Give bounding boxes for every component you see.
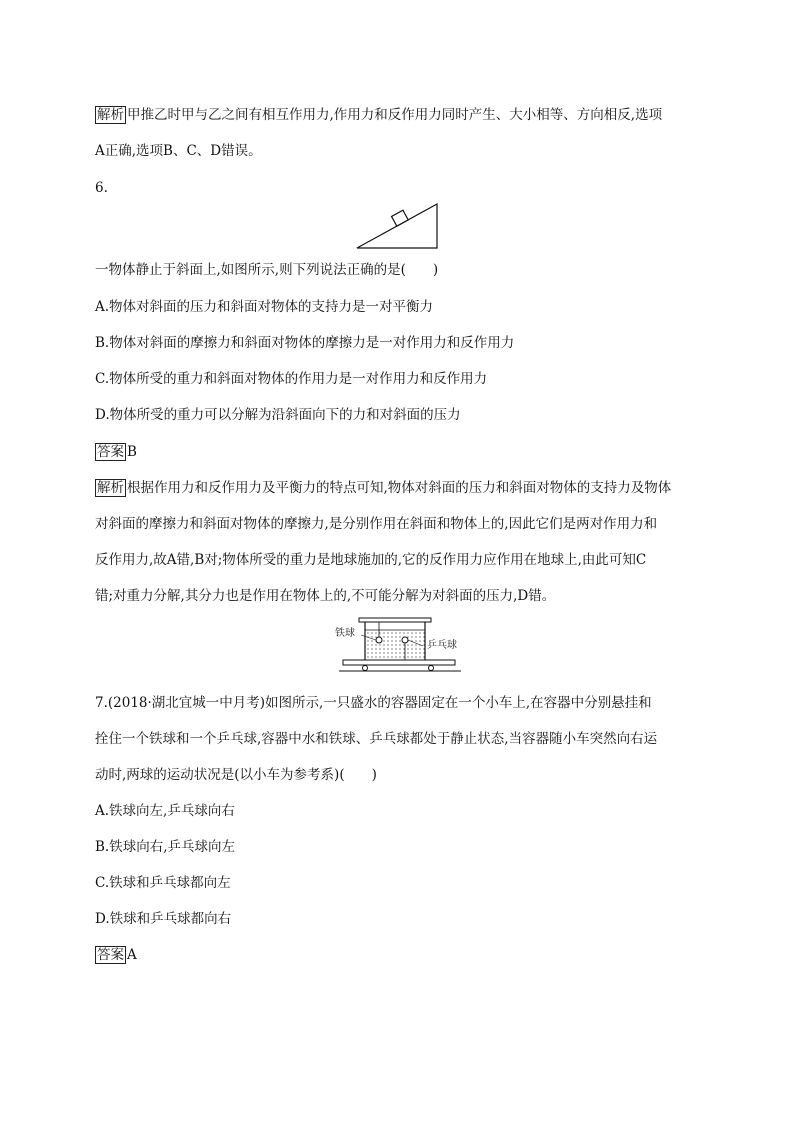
answer-label: 答案 [97,444,124,460]
analysis-label: 解析 [97,107,124,123]
q6-analysis-line-2: 对斜面的摩擦力和斜面对物体的摩擦力,是分别作用在斜面和物体上的,因此它们是两对作用力和 [95,516,658,532]
q7-option-a: A.铁球向左,乒乓球向右 [95,803,235,819]
q7-answer-value: A [127,947,137,963]
q6-analysis-line-3: 反作用力,故A错,B对;物体所受的重力是地球施加的,它的反作用力应作用在地球上,由此可知C [95,552,647,568]
cart-wheel-right [429,666,434,671]
q6-option-d: D.物体所受的重力可以分解为沿斜面向下的力和对斜面的压力 [95,407,461,423]
q6-option-a: A.物体对斜面的压力和斜面对物体的支持力是一对平衡力 [95,299,434,315]
q7-option-b: B.铁球向右,乒乓球向左 [95,839,236,855]
container-lid [359,618,431,622]
iron-ball [376,637,382,643]
water [365,630,425,660]
q6-analysis-text-1: 根据作用力和反作用力及平衡力的特点可知,物体对斜面的压力和斜面对物体的支持力及物体 [127,480,672,496]
q6-analysis-line-1 [95,479,671,497]
cart-base [343,660,455,665]
q6-analysis-line-4: 错;对重力分解,其分力也是作用在物体上的,不可能分解为对斜面的压力,D错。 [95,588,556,604]
q7-answer [95,946,137,964]
q5-analysis-line-1 [95,106,662,124]
q5-analysis-text-1: 甲推乙时甲与乙之间有相互作用力,作用力和反作用力同时产生、大小相等、方向相反,选项 [127,107,663,123]
answer-label: 答案 [97,947,124,963]
iron-ball-label: 铁球 [335,628,355,639]
q7-option-d: D.铁球和乒乓球都向右 [95,911,232,927]
q6-stem: 一物体静止于斜面上,如图所示,则下列说法正确的是( ) [95,262,439,278]
q6-answer-value: B [127,444,137,460]
q7-stem-line-2: 拴住一个铁球和一个乒乓球,容器中水和铁球、乒乓球都处于静止状态,当容器随小车突然向右运 [95,731,658,747]
pingpong-label: 乒乓球 [427,640,457,651]
cart-wheel-left [363,666,368,671]
q6-number: 6. [95,180,108,196]
pingpong-ball [402,637,408,643]
analysis-label: 解析 [97,480,124,496]
incline-figure [355,201,440,251]
q6-answer [95,443,137,461]
q7-stem-line-1: 7.(2018·湖北宜城一中月考)如图所示,一只盛水的容器固定在一个小车上,在容器中分别悬挂和 [95,695,652,711]
cart-container-figure [335,616,465,676]
q6-option-b: B.物体对斜面的摩擦力和斜面对物体的摩擦力是一对作用力和反作用力 [95,335,515,351]
q6-option-c: C.物体所受的重力和斜面对物体的作用力是一对作用力和反作用力 [95,371,488,387]
block-on-incline [392,210,409,226]
q7-option-c: C.铁球和乒乓球都向左 [95,875,231,891]
q5-analysis-line-2: A正确,选项B、C、D错误。 [95,143,262,159]
q7-stem-line-3: 动时,两球的运动状况是(以小车为参考系)( ) [95,767,377,783]
